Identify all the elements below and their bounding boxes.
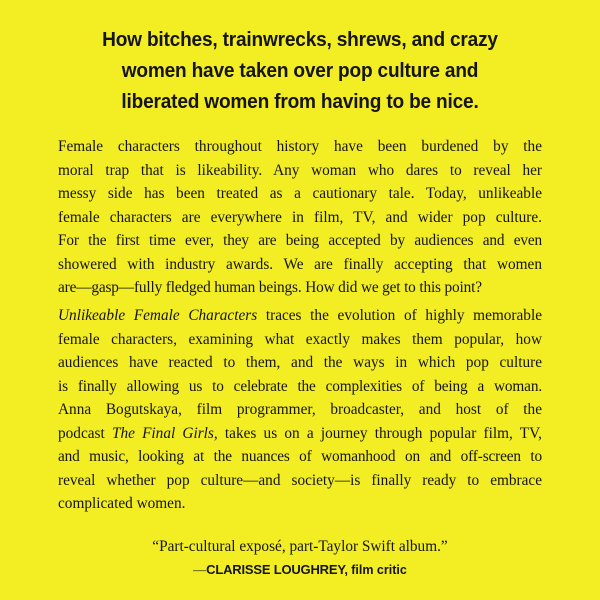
paragraph-line: messy side has been treated as a cautionary tale. Today, unlikeable bbox=[58, 185, 542, 202]
paragraph-line: Female characters throughout history have been burdened by the bbox=[58, 138, 542, 155]
podcast-title: The Final Girls bbox=[111, 424, 214, 442]
paragraph-line: audiences have reacted to them, and the ways in which pop culture bbox=[58, 354, 542, 371]
paragraph-line: Anna Bogutskaya, film programmer, broadcaster, and host of the bbox=[58, 401, 542, 418]
critic-name: CLARISSE LOUGHREY, bbox=[206, 562, 348, 577]
critic-role: film critic bbox=[347, 563, 407, 577]
description-paragraph-2 bbox=[58, 304, 542, 516]
paragraph-line: are—gasp—fully fledged human beings. How did we get to this point? bbox=[58, 279, 482, 296]
paragraph-line: moral trap that is likeability. Any woman who dares to reveal her bbox=[58, 161, 542, 179]
headline bbox=[58, 24, 542, 117]
blurb-quote: “Part-cultural exposé, part-Taylor Swift album.” bbox=[152, 538, 448, 555]
description-paragraph-1 bbox=[58, 135, 542, 300]
paragraph-line: For the first time ever, they are being accepted by audiences and even bbox=[58, 232, 542, 249]
paragraph-text: podcast bbox=[58, 424, 112, 442]
headline-line: How bitches, trainwrecks, shrews, and crazy bbox=[102, 28, 498, 51]
paragraph-text: , takes us on a journey through popular film, TV, bbox=[213, 424, 542, 442]
paragraph-line: showered with industry awards. We are finally accepting that women bbox=[58, 255, 542, 273]
paragraph-text: traces the evolution of highly memorable bbox=[257, 307, 542, 324]
paragraph-line: female characters, examining what exactly makes them popular, how bbox=[58, 330, 542, 348]
headline-line: liberated women from having to be nice. bbox=[121, 90, 479, 113]
paragraph-line: female characters are everywhere in film, TV, and wider pop culture. bbox=[58, 208, 542, 226]
book-title: Unlikeable Female Characters bbox=[58, 307, 258, 324]
paragraph-line: complicated women. bbox=[58, 495, 186, 512]
paragraph-line: is finally allowing us to celebrate the complexities of being a woman. bbox=[58, 377, 542, 395]
paragraph-line bbox=[58, 422, 542, 446]
paragraph-line: reveal whether pop culture—and society—is finally ready to embrace bbox=[58, 471, 542, 489]
paragraph-line: and music, looking at the nuances of womanhood on and off-screen to bbox=[58, 448, 542, 465]
headline-line: women have taken over pop culture and bbox=[121, 59, 479, 82]
blurb-attribution bbox=[0, 560, 600, 580]
paragraph-line bbox=[58, 304, 542, 328]
attribution-dash: — bbox=[193, 562, 207, 577]
